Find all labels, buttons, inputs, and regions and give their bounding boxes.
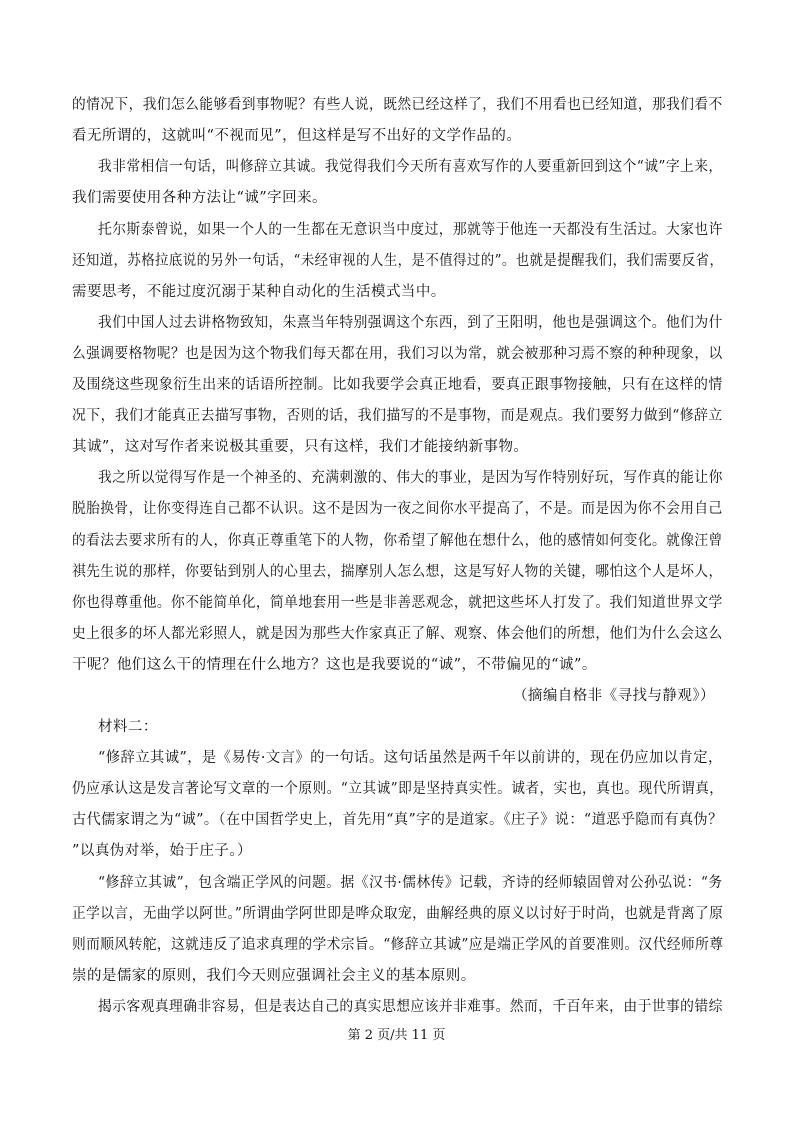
text-line: 古代儒家谓之为“诚”。（在中国哲学史上，首先用“真”字的是道家。《庄子》说：“道恶乎隐而有真伪？ [72,812,723,828]
text-line: 祺先生说的那样，你要钻到别人的心里去，揣摩别人怎么想，这是写好人物的关键，哪怕这个人是坏人， [72,564,723,580]
text-line: “修辞立其诚”，包含端正学风的问题。据《汉书·儒林传》记载，齐诗的经师辕固曾对公孙弘说：“务 [98,875,723,891]
text-line: 托尔斯泰曾说，如果一个人的一生都在无意识当中度过，那就等于他连一天都没有生活过。大家也许 [98,222,723,238]
text-line: 干呢？他们这么干的情理在什么地方？这也是我要说的“诚”，不带偏见的“诚”。 [72,657,597,673]
text-line: 我非常相信一句话，叫修辞立其诚。我觉得我们今天所有喜欢写作的人要重新回到这个“诚”字上来， [98,159,723,175]
text-line: 看无所谓的，这就叫“不视而见”，但这样是写不出好的文学作品的。 [72,128,522,144]
text-line: 我们需要使用各种方法让“诚”字回来。 [72,190,327,206]
text-line: 及围绕这些现象衍生出来的话语所控制。比如我要学会真正地看，要真正跟事物接触，只有在这样的情 [72,377,723,393]
text-line: 还知道，苏格拉底说的另外一句话，“未经审视的人生，是不值得过的”。也就是提醒我们，我们需要反省， [72,253,724,269]
text-line: 仍应承认这是发言著论写文章的一个原则。“立其诚”即是坚持真实性。诚者，实也，真也。现代所谓真， [72,781,724,797]
text-line: 需要思考，不能过度沉溺于某种自动化的生活模式当中。 [72,284,446,300]
text-line: 你也得尊重他。你不能简单化，简单地套用一些是非善恶观念，就把这些坏人打发了。我们知道世界文学 [72,595,723,611]
text-line: 崇的是儒家的原则，我们今天则应强调社会主义的基本原则。 [72,968,476,984]
text-line: 我们中国人过去讲格物致知，朱熹当年特别强调这个东西，到了王阳明，他也是强调这个。他们为什 [98,315,723,331]
text-line: 脱胎换骨，让你变得连自己都不认识。这不是因为一夜之间你水平提高了，不是。而是因为你不会用自己 [72,501,723,517]
source-citation: （摘编自格非《寻找与静观》） [512,688,715,704]
text-line: 正学以言，无曲学以阿世。”所谓曲学阿世即是哗众取宠，曲解经典的原义以讨好于时尚，也就是背离了原 [72,906,724,922]
text-line: ”以真伪对举，始于庄子。） [72,843,253,859]
text-line: 的情况下，我们怎么能够看到事物呢？有些人说，既然已经这样了，我们不用看也已经知道，那我们看不 [72,97,723,113]
text-line: 况下，我们才能真正去描写事物，否则的话，我们描写的不是事物，而是观点。我们要努力做到“修辞立 [72,408,723,424]
text-line: 史上很多的坏人都光彩照人，就是因为那些大作家真正了解、观察、体会他们的所想，他们为什么会这么 [72,626,723,642]
text-line: 其诚”，这对写作者来说极其重要，只有这样，我们才能接纳新事物。 [72,439,529,455]
text-line: “修辞立其诚”，是《易传·文言》的一句话。这句话虽然是两千年以前讲的，现在仍应加以肯定， [98,750,723,766]
text-line: 么强调要格物呢？也是因为这个物我们每天都在用，我们习以为常，就会被那种习焉不察的种种现象，以 [72,346,723,362]
page-number: 第 2 页/共 11 页 [347,1028,446,1043]
text-line: 则而顺风转舵，这就违反了追求真理的学术宗旨。“修辞立其诚”应是端正学风的首要准则。汉代经师所尊 [72,937,724,953]
section-heading: 材料二： [98,719,158,735]
text-line: 的看法去要求所有的人，你真正尊重笔下的人物，你希望了解他在想什么，他的感情如何变化。就像汪曾 [72,533,723,549]
text-line: 揭示客观真理确非容易，但是表达自己的真实思想应该并非难事。然而，千百年来，由于世事的错综 [98,999,723,1015]
text-line: 我之所以觉得写作是一个神圣的、充满刺激的、伟大的事业，是因为写作特别好玩，写作真的能让你 [98,470,723,486]
